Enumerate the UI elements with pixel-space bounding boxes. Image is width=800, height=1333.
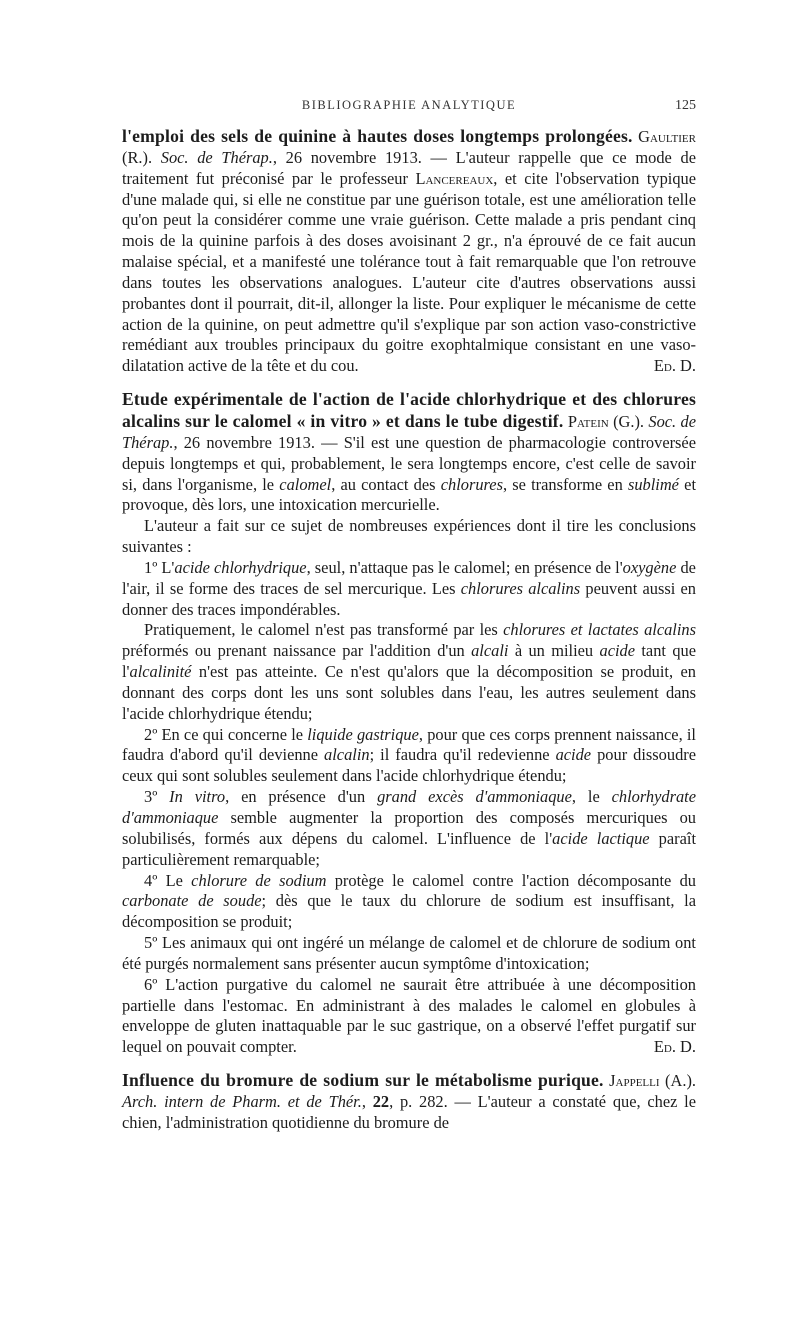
entry-quinine xyxy=(122,126,696,377)
entry-calomel xyxy=(122,389,696,1058)
journal-name: Soc. de Thérap. xyxy=(160,147,273,167)
italic-term: chlorures alcalins xyxy=(460,578,581,598)
conclusion-2 xyxy=(122,725,696,788)
italic-term: chlorhydrate d'ammoniaque xyxy=(122,787,696,827)
page-reference: , p. 282. — xyxy=(389,1091,478,1111)
signature: Ed. D. xyxy=(653,356,696,376)
abstract-text: L'auteur a constaté que, chez le chien, l'administration quotidienne du bromure de xyxy=(122,1091,697,1132)
italic-term: chlorures xyxy=(440,474,503,494)
signature: Ed. D. xyxy=(653,1037,696,1057)
italic-term: grand excès d'ammoniaque xyxy=(377,787,572,807)
publication-date: , 26 novembre 1913. — xyxy=(272,147,456,167)
entry-title: Etude expérimentale de l'action de l'acide chlorhydrique et des chlorures alcalins sur le calomel « in vitro » et dans le tube digestif. xyxy=(122,389,696,431)
abstract-text: ; il faudra qu'il redevienne xyxy=(369,745,556,765)
italic-term: alcali xyxy=(471,641,509,661)
journal-name: Arch. intern de Pharm. et de Thér. xyxy=(122,1091,362,1111)
running-title: BIBLIOGRAPHIE ANALYTIQUE xyxy=(301,98,517,112)
entry-paragraph: L'auteur a fait sur ce sujet de nombreuses expériences dont il tire les conclusions suivantes : xyxy=(122,516,696,557)
abstract-text: L'auteur rappelle que ce mode de traitement fut préconisé par le professeur xyxy=(122,147,696,188)
abstract-text: , en présence d'un xyxy=(225,787,378,807)
abstract-text: S'il est une question de pharmacologie controversée depuis longtemps et qui, probablement, le sera longtemps encore, c'est celle de savoir si, dans l'organisme, le xyxy=(122,432,696,494)
abstract-text: , seul, n'attaque pas le calomel; en présence de l' xyxy=(306,557,623,577)
entry-paragraph xyxy=(122,126,696,377)
abstract-text: , le xyxy=(571,787,612,807)
conclusion-number: 4º xyxy=(144,870,166,890)
abstract-text: , se transforme en xyxy=(502,474,628,494)
abstract-text: préformés ou prenant naissance par l'addition d'un xyxy=(122,641,472,661)
entry-title: Influence du bromure de sodium sur le métabolisme purique. xyxy=(122,1070,604,1091)
abstract-text: L' xyxy=(161,557,175,577)
abstract-text: , au contact des xyxy=(331,474,441,494)
page-number: 125 xyxy=(675,98,696,113)
conclusion-6 xyxy=(122,975,696,1058)
italic-term: acide chlorhydrique xyxy=(174,557,307,577)
author-name: Gaultier xyxy=(638,127,696,146)
italic-term: acide xyxy=(599,641,635,661)
abstract-text: peuvent aussi en donner des traces impondérables. xyxy=(122,578,697,619)
italic-term: acide lactique xyxy=(552,828,650,848)
entry-paragraph xyxy=(122,1070,696,1134)
page-body xyxy=(122,126,696,1134)
cited-name: Lancereaux xyxy=(415,168,494,188)
italic-term: sublimé xyxy=(627,474,679,494)
conclusion-number: 1º xyxy=(144,557,162,577)
author-name: Jappelli xyxy=(609,1071,660,1091)
italic-term: In vitro xyxy=(169,787,226,807)
volume-number: 22 xyxy=(372,1091,390,1111)
italic-term: liquide gastrique xyxy=(307,724,419,744)
abstract-text: pour dissoudre ceux qui sont solubles seulement dans l'acide chlorhydrique étendu; xyxy=(122,745,696,786)
entry-paragraph xyxy=(122,389,696,516)
abstract-text: ; dès que le taux du chlorure de sodium est insuffisant, la décomposition se produit; xyxy=(122,891,696,932)
abstract-text: paraît particulièrement remarquable; xyxy=(122,828,696,869)
abstract-text: de l'air, il se forme des traces de sel mercurique. Les xyxy=(122,557,696,598)
conclusion-4 xyxy=(122,871,696,934)
abstract-text: Le xyxy=(165,870,192,890)
author-name: Patein xyxy=(567,411,609,431)
author-initial: (G.). xyxy=(613,411,645,431)
abstract-text: 6º L'action purgative du calomel ne saurait être attribuée à une décomposition partielle dans l'estomac. En administrant à des malades le calomel en globules à enveloppe de gluten inattaquable par le suc gastrique, on a observé l'effet purgatif sur lequel on pouvait compter. xyxy=(122,974,696,1057)
author-initial: (A.). xyxy=(665,1071,696,1091)
publication-date: , 26 novembre 1913. — xyxy=(173,432,344,452)
italic-term: chlorures et lactates alcalins xyxy=(503,620,696,640)
entry-title: l'emploi des sels de quinine à hautes doses longtemps prolongées. xyxy=(122,126,633,146)
italic-term: calomel xyxy=(279,474,332,494)
abstract-text: Pratiquement, le calomel n'est pas transformé par les xyxy=(144,620,504,640)
italic-term: chlorure de sodium xyxy=(191,870,327,890)
conclusion-3 xyxy=(122,787,696,870)
conclusion-1 xyxy=(122,558,696,621)
italic-term: acide xyxy=(555,745,592,765)
abstract-text: , xyxy=(361,1091,373,1111)
italic-term: alcalinité xyxy=(129,662,192,682)
abstract-text: protège le calomel contre l'action décomposante du xyxy=(326,870,697,890)
page-header xyxy=(122,98,696,118)
entry-bromure xyxy=(122,1070,696,1134)
conclusion-5: 5º Les animaux qui ont ingéré un mélange de calomel et de chlorure de sodium ont été purgés normalement sans présenter aucun symptôme d'intoxication; xyxy=(122,933,696,973)
abstract-text: n'est pas atteinte. Ce n'est qu'alors que la décomposition se produit, en donnant des corps dont les uns sont solubles dans l'eau, les autres seulement dans l'acide chlorhydrique étendu; xyxy=(122,662,696,723)
entry-paragraph xyxy=(122,620,696,724)
conclusion-number: 2º xyxy=(144,724,162,744)
abstract-text: semble augmenter la proportion des composés mercuriques ou solubilisés, formés aux dépens du calomel. L'influence de l' xyxy=(122,808,696,848)
abstract-text: , et cite l'observation typique d'une malade qui, si elle ne constitue par une guérison totale, est une amélioration telle qu'on peut la considérer comme une vraie guérison. Cette malade a pris pendant cinq mois de la quinine parfois à des doses avoisinant 2 gr., n'a éprouvé de ce fait aucun malaise spécial, et a manifesté une tolérance tout à fait remarquable que l'on retrouve dans toutes les observations analogues. L'auteur cite d'autres observations aussi probantes dont il pourrait, dit-il, allonger la liste. Pour expliquer le mécanisme de cette action de la quinine, on peut admettre qu'il s'explique par son action vaso-constrictive remédiant aux troubles principaux du goitre exophtalmique consistant en une vaso-dilatation active de la tête et du cou. xyxy=(122,168,696,376)
author-initial: (R.). xyxy=(122,147,153,167)
abstract-text: et provoque, dès lors, une intoxication mercurielle. xyxy=(122,474,696,515)
italic-term: carbonate de soude xyxy=(122,891,262,911)
conclusion-number: 3º xyxy=(144,787,170,807)
journal-name: Soc. de Thérap. xyxy=(122,411,696,452)
italic-term: oxygène xyxy=(622,557,677,577)
italic-term: alcalin xyxy=(324,745,370,765)
abstract-text: à un milieu xyxy=(508,641,600,661)
abstract-text: tant que l' xyxy=(122,641,696,682)
abstract-text: En ce qui concerne le xyxy=(161,724,308,744)
abstract-text: , pour que ces corps prennent naissance, il faudra d'abord qu'il devienne xyxy=(122,724,696,765)
